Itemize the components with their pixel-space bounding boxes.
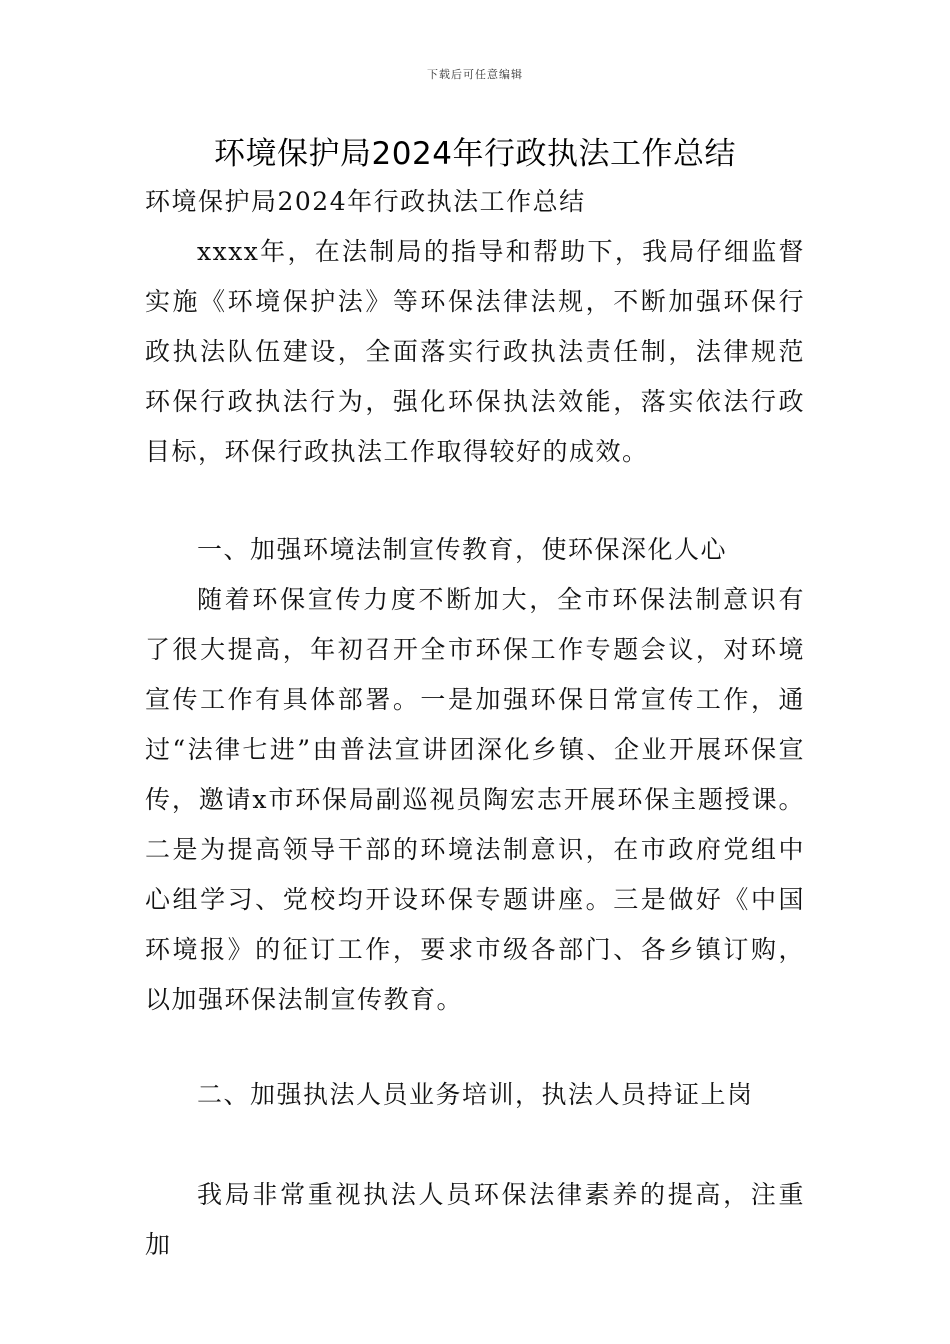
section-2-paragraph: 我局非常重视执法人员环保法律素养的提高，注重加	[145, 1180, 805, 1259]
section-heading-1: 一、加强环境法制宣传教育，使环保深化人心	[197, 535, 728, 564]
section-1-paragraph: 随着环保宣传力度不断加大，全市环保法制意识有了很大提高，年初召开全市环保工作专题会议，对环境宣传工作有具体部署。一是加强环保日常宣传工作，通过“法律七进”由普法宣讲团深化乡镇、企业开展环保宣传，邀请x市环保局副巡视员陶宏志开展环保主题授课。二是为提高领导干部的环境法制意识，在市政府党组中心组学习、党校均开设环保专题讲座。三是做好《中国环境报》的征订工作，要求市级各部门、各乡镇订购，以加强环保法制宣传教育。	[145, 585, 805, 1014]
intro-paragraph: xxxx年，在法制局的指导和帮助下，我局仔细监督实施《环境保护法》等环保法律法规，不断加强环保行政执法队伍建设，全面落实行政执法责任制，法律规范环保行政执法行为，强化环保执法效能，落实依法行政目标，环保行政执法工作取得较好的成效。	[145, 237, 805, 466]
document-subtitle: 环境保护局2024年行政执法工作总结	[145, 187, 586, 216]
header-note: 下载后可任意编辑	[427, 68, 523, 81]
document-title: 环境保护局2024年行政执法工作总结	[214, 136, 736, 172]
section-heading-2: 二、加强执法人员业务培训，执法人员持证上岗	[197, 1080, 754, 1109]
